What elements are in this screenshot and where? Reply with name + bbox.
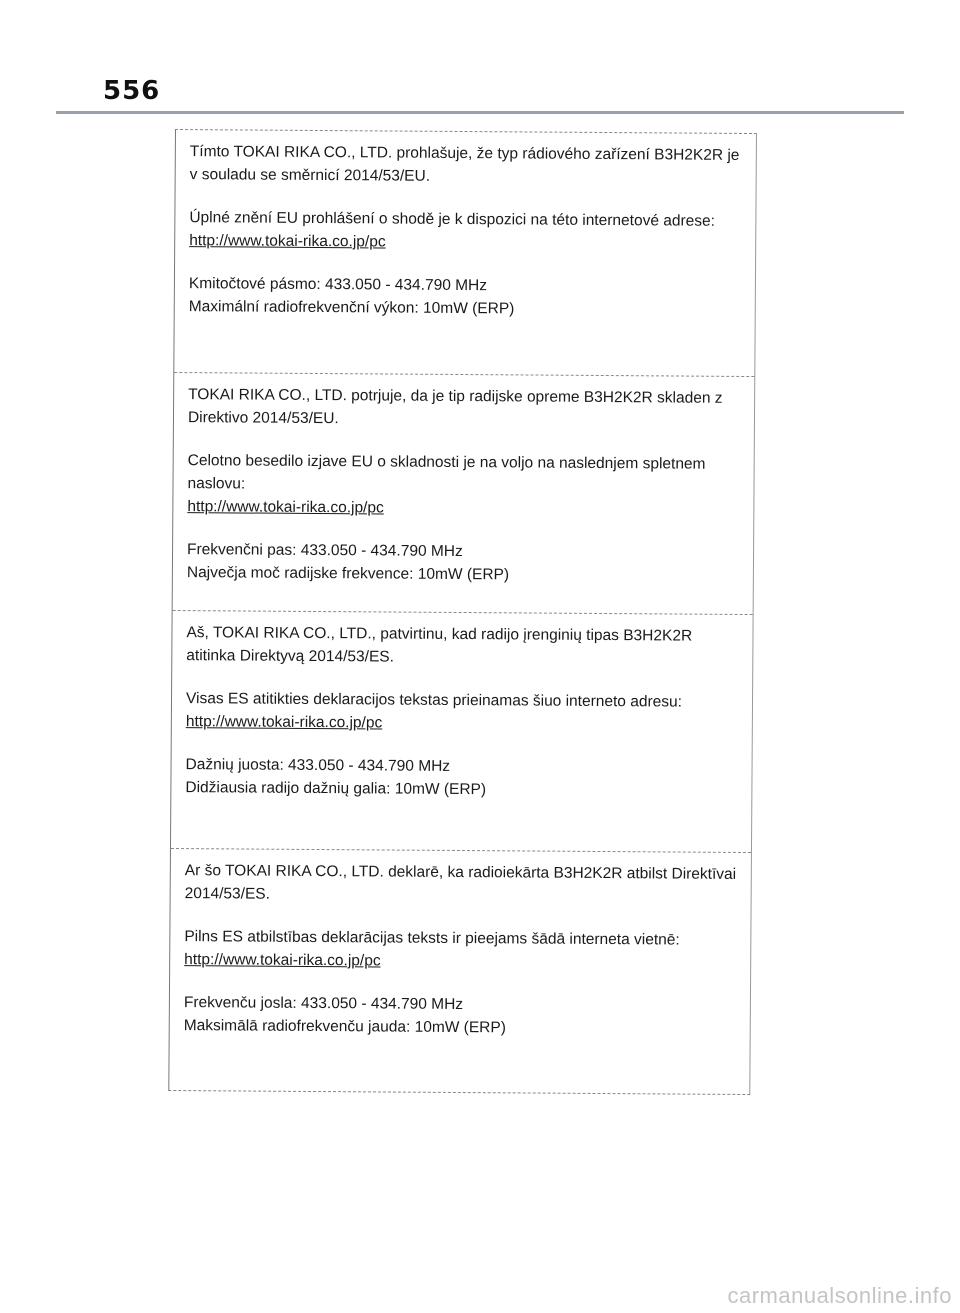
watermark: carmanualsonline.info xyxy=(727,1283,952,1308)
declaration-latvian xyxy=(169,848,751,1096)
intro-text: TOKAI RIKA CO., LTD. potrjuje, da je tip radijske opreme B3H2K2R skladen z Direktivo 2014/53/EU. xyxy=(187,386,723,428)
declaration-text: Celotno besedilo izjave EU o skladnosti je na voljo na naslednjem spletnem naslovu: xyxy=(187,452,706,493)
max-power: Maximální radiofrekvenční výkon: 10mW (ERP) xyxy=(188,298,515,318)
intro-text: Tímto TOKAI RIKA CO., LTD. prohlašuje, že typ rádiového zařízení B3H2K2R je v souladu se směrnicí 2014/53/EU. xyxy=(189,143,740,185)
page-number: 556 xyxy=(103,76,161,106)
declaration-link[interactable]: http://www.tokai-rika.co.jp/pc xyxy=(187,498,384,517)
declaration-scan xyxy=(168,129,757,1095)
declaration-text: Úplné znění EU prohlášení o shodě je k dispozici na této internetové adrese: xyxy=(189,209,716,230)
declaration-text: Visas ES atitikties deklaracijos tekstas prieinamas šiuo interneto adresu: xyxy=(185,690,683,711)
intro-text: Aš, TOKAI RIKA CO., LTD., patvirtinu, kad radijo įrenginių tipas B3H2K2R atitinka Direktyvą 2014/53/ES. xyxy=(186,624,693,666)
declaration-lithuanian xyxy=(171,610,753,852)
frequency-band: Kmitočtové pásmo: 433.050 - 434.790 MHz xyxy=(188,275,488,295)
declaration-text: Pilns ES atbilstības deklarācijas teksts ir pieejams šādā interneta vietnē: xyxy=(184,928,680,949)
max-power: Največja moč radijske frekvence: 10mW (ERP) xyxy=(186,564,510,584)
header-divider xyxy=(56,111,904,114)
max-power: Didžiausia radijo dažnių galia: 10mW (ERP) xyxy=(185,779,487,799)
frequency-band: Frekvenčni pas: 433.050 - 434.790 MHz xyxy=(187,541,463,561)
declaration-link[interactable]: http://www.tokai-rika.co.jp/pc xyxy=(184,951,381,970)
intro-text: Ar šo TOKAI RIKA CO., LTD. deklarē, ka radioiekārta B3H2K2R atbilst Direktīvai 2014/53/ES. xyxy=(184,862,737,903)
frequency-band: Frekvenču josla: 433.050 - 434.790 MHz xyxy=(183,994,464,1014)
declaration-slovenian xyxy=(173,372,755,614)
frequency-band: Dažnių juosta: 433.050 - 434.790 MHz xyxy=(185,756,451,775)
declaration-link[interactable]: http://www.tokai-rika.co.jp/pc xyxy=(189,232,386,251)
declaration-czech xyxy=(174,130,756,376)
declaration-link[interactable]: http://www.tokai-rika.co.jp/pc xyxy=(185,713,383,732)
max-power: Maksimālā radiofrekvenču jauda: 10mW (ERP) xyxy=(183,1017,506,1037)
